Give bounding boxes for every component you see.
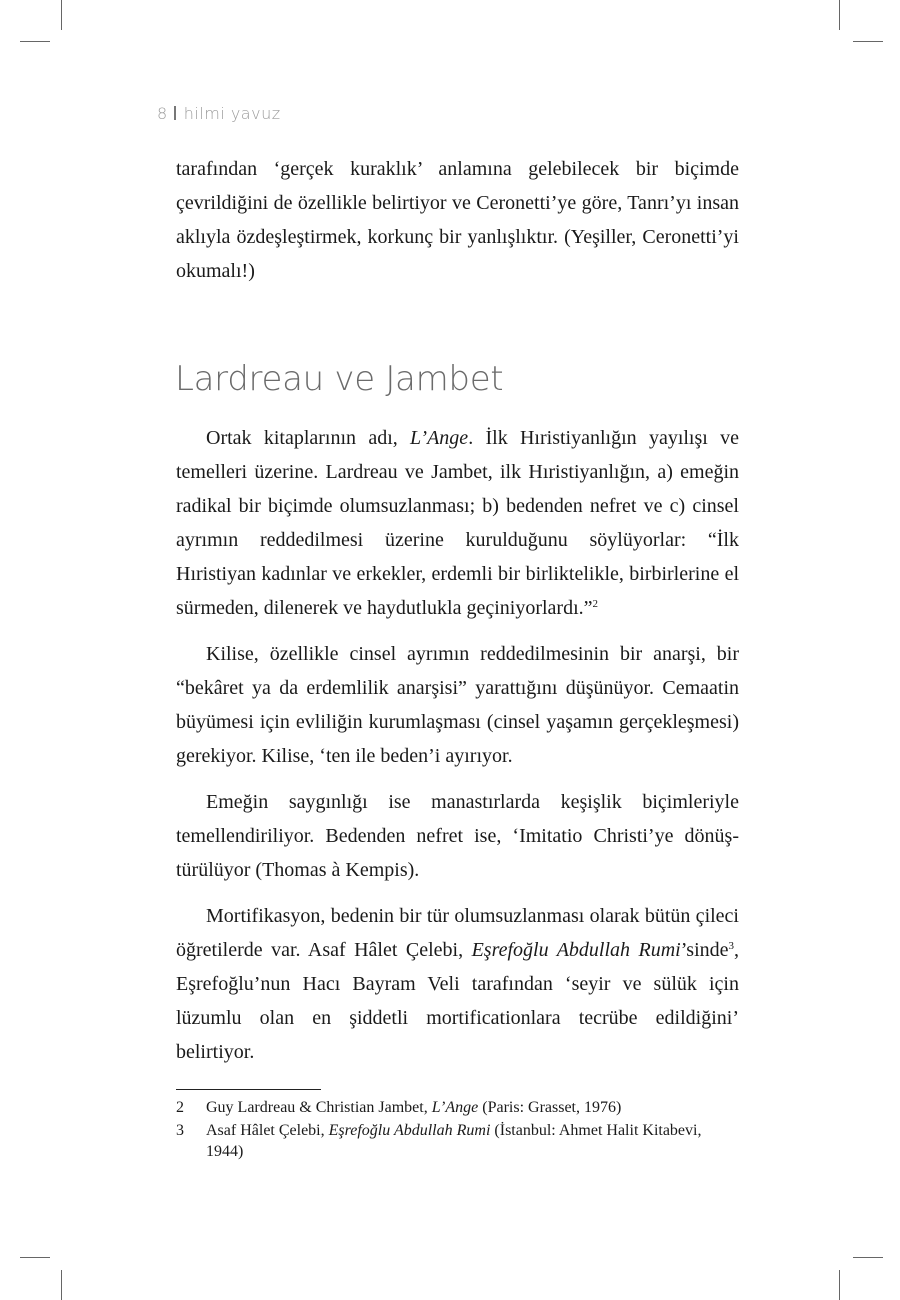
paragraph-continuation: tarafından ‘gerçek kuraklık’ anlamına gelebilecek bir biçimde çevrildiğini de özellikle belirtiyor ve Ceronetti’ye göre, Tanrı’yı insan aklıyla özdeşleştirmek, korkunç bir yanlışlıktır. (Yeşiller, Ceronetti’yi okumalı!) bbox=[176, 158, 739, 282]
section-title: Lardreau ve Jambet bbox=[175, 359, 504, 399]
footnote-ref-2[interactable]: 2 bbox=[592, 598, 599, 610]
book-title-esrefoglu: Eşrefoğlu Abdullah Rumi bbox=[471, 939, 681, 961]
book-title-lange: L’Ange bbox=[410, 427, 469, 449]
footnote-text bbox=[206, 1097, 739, 1118]
paragraph-lange bbox=[176, 421, 739, 625]
crop-mark-top-right-horizontal bbox=[853, 41, 883, 42]
body-text-section bbox=[176, 421, 739, 1069]
body-text-top bbox=[176, 152, 739, 288]
crop-mark-top-left-vertical bbox=[61, 0, 62, 30]
paragraph-mortifikasyon-text-pre: Mortifikasyon, bedenin bir tür olumsuzlanması olarak bütün çileci öğretilerde var. Asaf Hâlet Çelebi, bbox=[176, 905, 739, 961]
crop-mark-bottom-left-vertical bbox=[61, 1270, 62, 1300]
crop-mark-bottom-right-horizontal bbox=[853, 1257, 883, 1258]
footnote-3 bbox=[176, 1120, 739, 1162]
footnote-2 bbox=[176, 1097, 739, 1118]
footnote-text-pre: Asaf Hâlet Çelebi, bbox=[206, 1122, 329, 1139]
footnote-text-pre: Guy Lardreau & Christian Jambet, bbox=[206, 1099, 432, 1116]
paragraph-mortifikasyon-text-mid: ’sinde bbox=[680, 939, 729, 961]
crop-mark-top-right-vertical bbox=[839, 0, 840, 30]
paragraph-lange-text-pre: Ortak kitaplarının adı, bbox=[206, 427, 411, 449]
footnote-book-title: Eşrefoğlu Abdullah Rumi bbox=[328, 1122, 491, 1139]
paragraph-mortifikasyon bbox=[176, 899, 739, 1069]
footnote-book-title: L’Ange bbox=[431, 1099, 479, 1116]
paragraph-mortifikasyon-text-post: , Eşrefoğlu’nun Hacı Bayram Veli tarafından ‘seyir ve sülük için lüzumlu olan en şiddetli mortificationlara tecrübe edildiğini’ belirtiyor. bbox=[176, 939, 740, 1063]
footnote-text-post: (İstanbul: Ahmet Halit Kitabevi, 1944) bbox=[206, 1122, 702, 1160]
running-head bbox=[157, 104, 281, 123]
footnote-text bbox=[206, 1120, 739, 1162]
footnote-number: 3 bbox=[176, 1122, 184, 1139]
crop-mark-bottom-left-horizontal bbox=[20, 1257, 50, 1258]
paragraph-kilise: Kilise, özellikle cinsel ayrımın reddedilmesinin bir anarşi, bir “bekâret ya da erdemlilik anarşisi” yarattığını düşünüyor. Cemaatin büyümesi için evliliğin kurumlaşması (cinsel yaşamın gerçekleşmesi) gerekiyor. Kilise, ‘ten ile beden’i ayırıyor. bbox=[176, 643, 739, 767]
paragraph-emegin: Emeğin saygınlığı ise manastırlarda keşişlik biçimleriyle temellendiriliyor. Bedenden nefret ise, ‘Imitatio Christi’ye dönüş-türülüyor (Thomas à Kempis). bbox=[176, 791, 739, 881]
footnote-ref-3[interactable]: 3 bbox=[728, 940, 735, 952]
running-head-author: hilmi yavuz bbox=[183, 104, 281, 123]
page-number: 8 bbox=[157, 104, 168, 123]
crop-mark-bottom-right-vertical bbox=[839, 1270, 840, 1300]
crop-mark-top-left-horizontal bbox=[20, 41, 50, 42]
footnote-number: 2 bbox=[176, 1099, 184, 1116]
footnotes bbox=[176, 1097, 739, 1164]
footnote-rule bbox=[176, 1089, 321, 1090]
paragraph-lange-text-post: . İlk Hıristiyanlığın yayılışı ve temelleri üzerine. Lardreau ve Jambet, ilk Hıristiyanlığın, a) emeğin radikal bir biçimde olumsuzlanması; b) bedenden nefret ve c) cinsel ayrımın reddedilmesi üzerine kurulduğunu söylüyorlar: “İlk Hıristiyan kadınlar ve erkekler, erdemli bir birliktelikle, birbirlerine el sürmeden, dilenerek ve haydutlukla geçiniyorlardı.” bbox=[176, 427, 739, 619]
running-head-separator bbox=[174, 106, 176, 120]
footnote-text-post: (Paris: Grasset, 1976) bbox=[478, 1099, 622, 1116]
